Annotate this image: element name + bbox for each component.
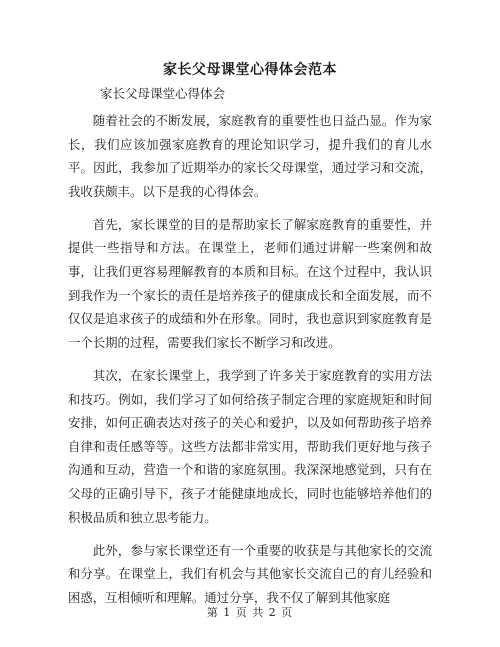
paragraph: 随着社会的不断发展，家庭教育的重要性也日益凸显。作为家长，我们应该加强家庭教育的理论知识学习，提升我们的育儿水平。因此，我参加了近期举办的家长父母课堂，通过学习和交流，我收获颇丰。以下是我的心得体会。: [68, 113, 432, 199]
paragraph: 首先，家长课堂的目的是帮助家长了解家庭教育的重要性，并提供一些指导和方法。在课堂上，老师们通过讲解一些案例和故事，让我们更容易理解教育的本质和目标。在这个过程中，我认识到我作为一个家长的责任是培养孩子的健康成长和全面发展，而不仅仅是追求孩子的成绩和外在形象。同时，我也意识到家庭教育是一个长期的过程，需要我们家长不断学习和改进。: [68, 216, 432, 350]
document-body: [68, 109, 432, 609]
paragraph: 此外，参与家长课堂还有一个重要的收获是与其他家长的交流和分享。在课堂上，我们有机会与其他家长交流自己的育儿经验和困惑，互相倾听和理解。通过分享，我不仅了解到其他家庭: [68, 542, 432, 605]
paragraph: 其次，在家长课堂上，我学到了许多关于家庭教育的实用方法和技巧。例如，我们学习了如何给孩子制定合理的家庭规矩和时间安排，如何正确表达对孩子的关心和爱护，以及如何帮助孩子培养自律和责任感等等。这些方法都非常实用，帮助我们更好地与孩子沟通和互动，营造一个和谐的家庭氛围。我深深地感觉到，只有在父母的正确引导下，孩子才能健康地成长，同时也能够培养他们的积极品质和独立思考能力。: [68, 367, 432, 525]
page-footer: 第 1 页 共 2 页: [206, 606, 294, 619]
document-title: 家长父母课堂心得体会范本: [163, 62, 337, 78]
document-subtitle: 家长父母课堂心得体会: [100, 86, 226, 101]
